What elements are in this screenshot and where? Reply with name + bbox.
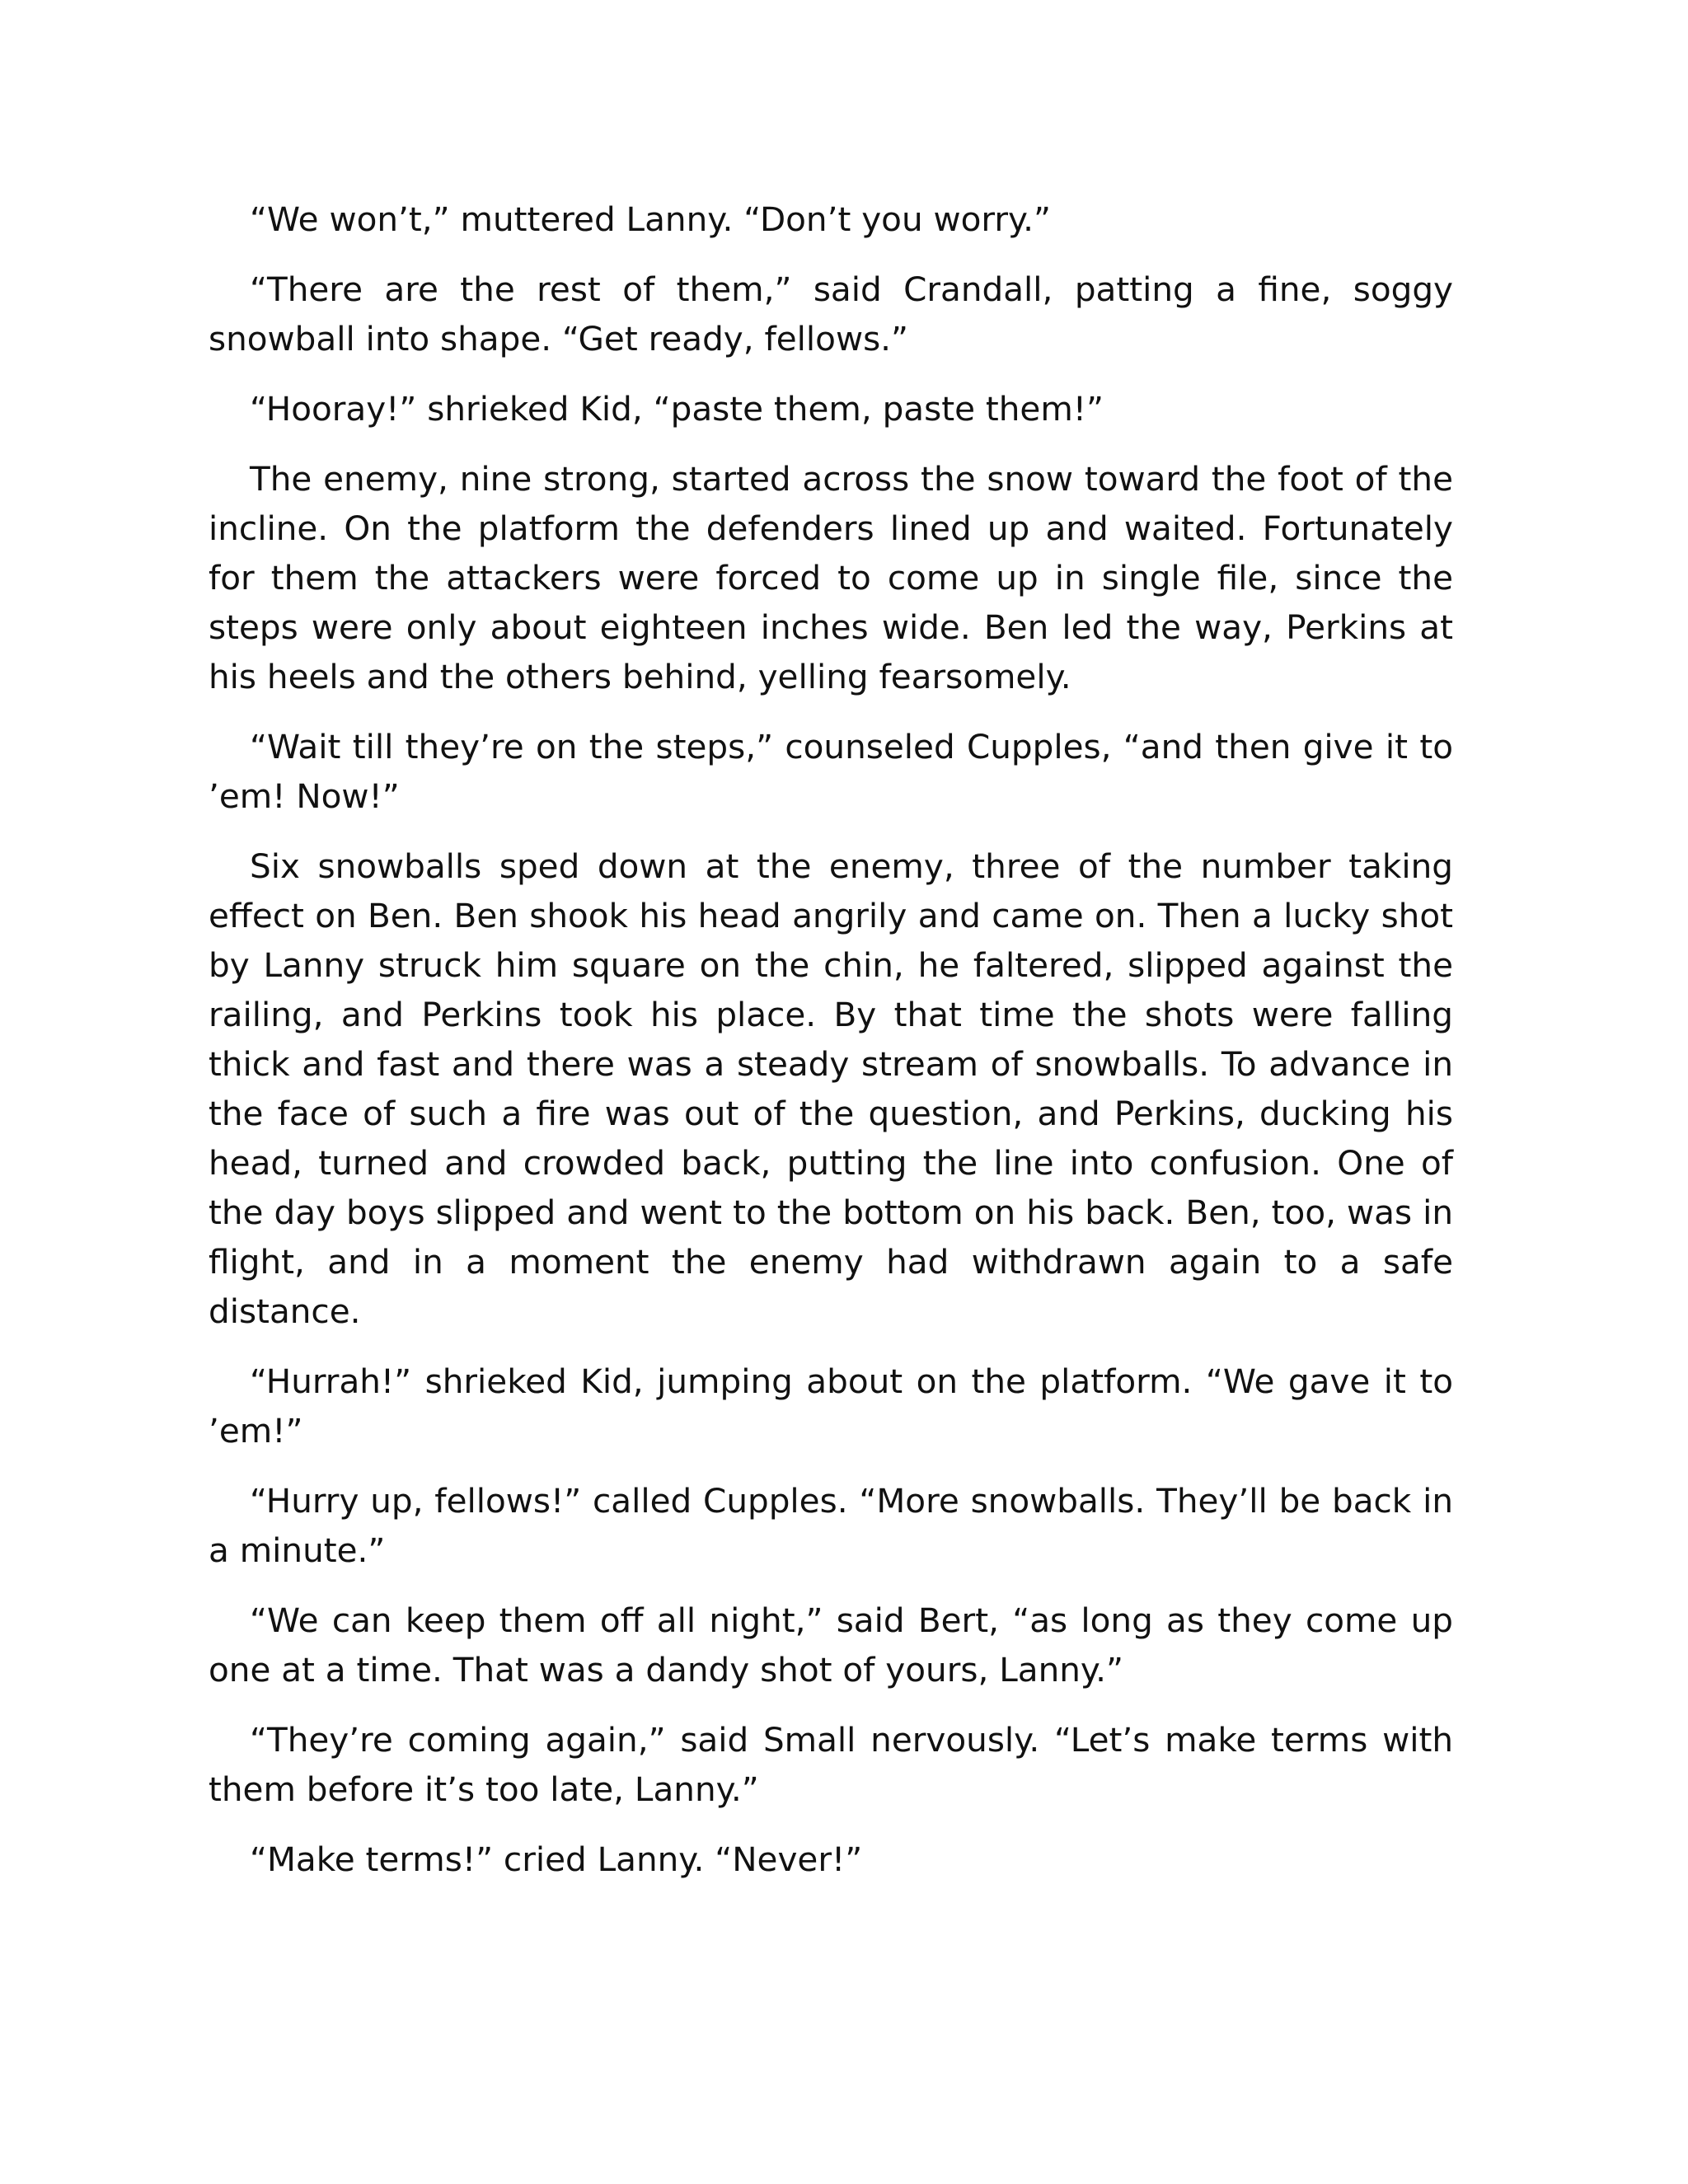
paragraph-5: “Wait till they’re on the steps,” counseled Cupples, “and then give it to ’em! Now!” (209, 727, 1453, 816)
page-body (209, 194, 1453, 1905)
paragraph-4: The enemy, nine strong, started across the snow toward the foot of the incline. On the platform the defenders lined up and waited. Fortunately for them the attackers were forced to come up in single file, since the steps were only about eighteen inches wide. Ben led the way, Perkins at his heels and the others behind, yelling fearsomely. (209, 459, 1453, 696)
paragraph-7: “Hurrah!” shrieked Kid, jumping about on the platform. “We gave it to ’em!” (209, 1361, 1453, 1451)
paragraph-6: Six snowballs sped down at the enemy, three of the number taking effect on Ben. Ben shook his head angrily and came on. Then a lucky shot by Lanny struck him square on the chin, he faltered, slipped against the railing, and Perkins took his place. By that time the shots were falling thick and fast and there was a steady stream of snowballs. To advance in the face of such a fire was out of the question, and Perkins, ducking his head, turned and crowded back, putting the line into confusion. One of the day boys slipped and went to the bottom on his back. Ben, too, was in flight, and in a moment the enemy had withdrawn again to a safe distance. (209, 846, 1453, 1331)
paragraph-11: “Make terms!” cried Lanny. “Never!” (250, 1840, 863, 1879)
paragraph-8: “Hurry up, fellows!” called Cupples. “More snowballs. They’ll be back in a minute.” (209, 1481, 1453, 1570)
paragraph-3: “Hooray!” shrieked Kid, “paste them, paste them!” (250, 389, 1104, 429)
paragraph-9: “We can keep them off all night,” said Bert, “as long as they come up one at a time. That was a dandy shot of yours, Lanny.” (209, 1601, 1453, 1690)
paragraph-2: “There are the rest of them,” said Crandall, patting a fine, soggy snowball into shape. “Get ready, fellows.” (209, 269, 1453, 359)
paragraph-1: “We won’t,” muttered Lanny. “Don’t you worry.” (250, 199, 1052, 239)
paragraph-10: “They’re coming again,” said Small nervously. “Let’s make terms with them before it’s too late, Lanny.” (209, 1720, 1453, 1809)
